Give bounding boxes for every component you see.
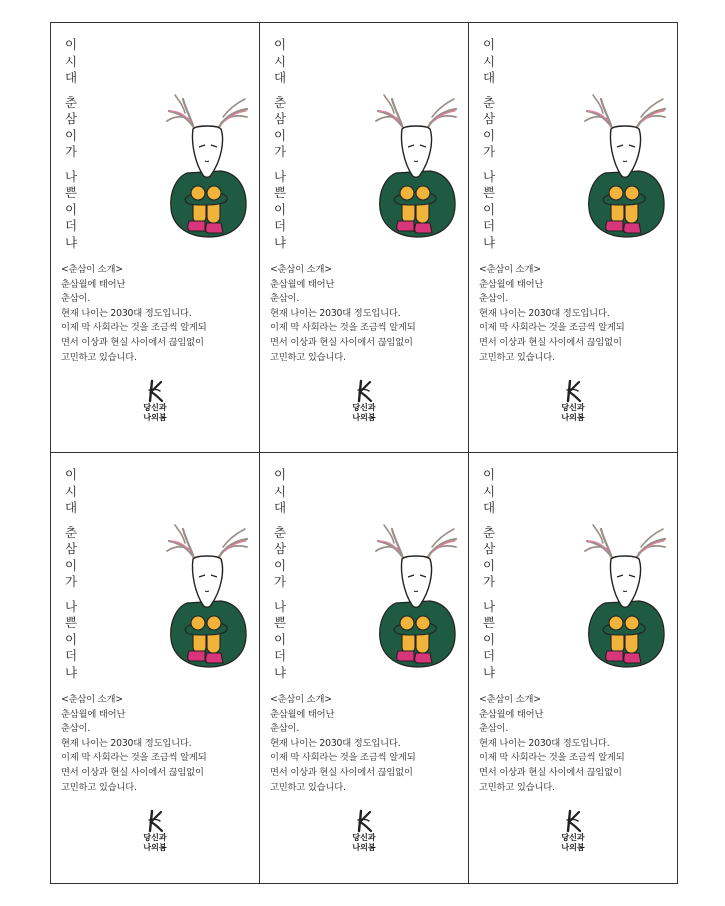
title-char: 춘 [273,94,287,110]
title-char: 춘 [64,524,78,540]
title-char: 나 [273,168,287,184]
title-char: 삼 [273,111,287,126]
character-introduction [479,263,671,365]
title-char: 이 [482,631,496,647]
title-char: 가 [273,144,287,159]
card-sheet [50,22,678,884]
title-char: 춘 [482,94,496,110]
intro-line: 이제 막 사회라는 것을 조금씩 알게되 [61,322,207,334]
logo-text: 당신과 [561,833,585,842]
title-char: 이 [273,127,287,143]
intro-line: 고민하고 있습니다. [479,781,555,793]
k-logo-icon [145,379,165,403]
title-char: 시 [482,53,496,69]
title-char: 이 [482,127,496,143]
title-char: 나 [64,168,78,184]
title-gap [479,517,499,525]
intro-line: 춘삼월에 태어난 [61,708,126,720]
character-introduction [61,693,253,795]
title-gap [270,87,290,95]
logo-text: 나의봄 [143,843,167,852]
postcard-3 [469,23,677,453]
brand-logo [137,379,173,423]
title-char: 쁜 [482,185,496,200]
chunsam-deer-character-icon [577,511,667,676]
logo-text: 당신과 [352,403,376,412]
title-gap [61,161,81,169]
intro-heading: <춘삼이 소개> [270,694,332,705]
intro-line: 현재 나이는 2030대 정도입니다. [61,307,192,319]
intro-line: 이제 막 사회라는 것을 조금씩 알게되 [479,752,625,764]
vertical-title [479,37,499,251]
postcard-6 [469,453,677,883]
vertical-title [270,37,290,251]
intro-line: 고민하고 있습니다. [270,781,346,793]
intro-line: 춘삼이. [270,723,300,735]
intro-line: 춘삼월에 태어난 [61,278,126,290]
title-gap [61,591,81,599]
title-char: 삼 [64,111,78,126]
k-logo-icon [563,379,583,403]
brand-logo [555,379,591,423]
intro-line: 이제 막 사회라는 것을 조금씩 알게되 [479,322,625,334]
brand-logo [555,809,591,853]
title-char: 시 [273,483,287,499]
chunsam-deer-character-icon [159,81,249,246]
intro-line: 이제 막 사회라는 것을 조금씩 알게되 [61,752,207,764]
intro-line: 춘삼이. [270,293,300,305]
intro-line: 고민하고 있습니다. [270,351,346,363]
logo-text: 당신과 [352,833,376,842]
intro-line: 이제 막 사회라는 것을 조금씩 알게되 [270,322,416,334]
title-char: 이 [482,467,496,482]
k-logo-icon [354,809,374,833]
title-char: 가 [482,574,496,589]
logo-text: 당신과 [561,403,585,412]
vertical-title [270,467,290,681]
title-char: 이 [273,631,287,647]
title-char: 이 [273,467,287,482]
intro-line: 춘삼월에 태어난 [479,278,544,290]
brand-logo [137,809,173,853]
intro-line: 춘삼월에 태어난 [270,278,335,290]
title-char: 냐 [273,234,287,250]
intro-line: 춘삼이. [61,293,91,305]
intro-heading: <춘삼이 소개> [270,264,332,275]
chunsam-deer-character-icon [159,511,249,676]
postcard-1 [51,23,260,453]
title-char: 쁜 [273,615,287,630]
title-char: 이 [273,557,287,573]
title-char: 냐 [482,234,496,250]
k-logo-icon [145,809,165,833]
title-char: 쁜 [64,185,78,200]
title-gap [61,517,81,525]
title-char: 이 [482,557,496,573]
title-char: 나 [64,598,78,614]
title-char: 시 [64,53,78,69]
title-gap [479,591,499,599]
brand-logo [346,379,382,423]
vertical-title [61,37,81,251]
character-introduction [479,693,671,795]
title-char: 시 [482,483,496,499]
title-char: 대 [482,500,496,515]
intro-heading: <춘삼이 소개> [61,694,123,705]
title-char: 이 [64,631,78,647]
intro-line: 면서 이상과 현실 사이에서 끊임없이 [270,336,413,348]
title-char: 삼 [482,111,496,126]
title-char: 더 [64,648,78,663]
intro-line: 면서 이상과 현실 사이에서 끊임없이 [270,766,413,778]
intro-line: 현재 나이는 2030대 정도입니다. [61,737,192,749]
chunsam-deer-character-icon [368,81,458,246]
title-char: 나 [482,168,496,184]
title-char: 삼 [273,541,287,556]
title-char: 이 [273,201,287,217]
title-char: 춘 [64,94,78,110]
intro-line: 고민하고 있습니다. [61,351,137,363]
character-introduction [270,693,462,795]
intro-line: 춘삼이. [479,293,509,305]
chunsam-deer-character-icon [368,511,458,676]
intro-line: 면서 이상과 현실 사이에서 끊임없이 [61,336,204,348]
title-char: 대 [482,70,496,85]
title-char: 쁜 [64,615,78,630]
title-char: 나 [273,598,287,614]
intro-line: 현재 나이는 2030대 정도입니다. [270,307,401,319]
intro-line: 면서 이상과 현실 사이에서 끊임없이 [61,766,204,778]
title-char: 이 [273,37,287,52]
title-char: 이 [64,127,78,143]
vertical-title [61,467,81,681]
intro-line: 고민하고 있습니다. [479,351,555,363]
title-char: 이 [482,37,496,52]
title-char: 냐 [64,664,78,680]
character-introduction [61,263,253,365]
title-char: 냐 [64,234,78,250]
intro-line: 면서 이상과 현실 사이에서 끊임없이 [479,336,622,348]
title-char: 가 [64,144,78,159]
intro-heading: <춘삼이 소개> [479,694,541,705]
postcard-4 [51,453,260,883]
title-char: 대 [273,500,287,515]
title-char: 더 [273,648,287,663]
title-gap [270,161,290,169]
title-char: 시 [64,483,78,499]
title-char: 더 [482,648,496,663]
title-gap [479,161,499,169]
title-char: 이 [64,201,78,217]
title-char: 가 [64,574,78,589]
logo-text: 당신과 [143,403,167,412]
logo-text: 나의봄 [352,413,376,422]
postcard-2 [260,23,469,453]
title-char: 냐 [482,664,496,680]
title-char: 대 [64,70,78,85]
intro-line: 춘삼월에 태어난 [270,708,335,720]
title-char: 더 [64,218,78,233]
title-char: 춘 [273,524,287,540]
intro-line: 춘삼월에 태어난 [479,708,544,720]
title-gap [479,87,499,95]
intro-heading: <춘삼이 소개> [479,264,541,275]
logo-text: 나의봄 [561,413,585,422]
intro-line: 현재 나이는 2030대 정도입니다. [270,737,401,749]
postcard-5 [260,453,469,883]
vertical-title [479,467,499,681]
intro-line: 고민하고 있습니다. [61,781,137,793]
title-char: 더 [482,218,496,233]
logo-text: 나의봄 [561,843,585,852]
title-char: 쁜 [482,615,496,630]
chunsam-deer-character-icon [577,81,667,246]
title-char: 춘 [482,524,496,540]
intro-line: 현재 나이는 2030대 정도입니다. [479,307,610,319]
title-char: 이 [64,37,78,52]
intro-line: 춘삼이. [479,723,509,735]
character-introduction [270,263,462,365]
title-char: 대 [273,70,287,85]
k-logo-icon [354,379,374,403]
title-char: 이 [64,557,78,573]
title-char: 삼 [64,541,78,556]
title-gap [270,517,290,525]
intro-line: 현재 나이는 2030대 정도입니다. [479,737,610,749]
title-char: 가 [273,574,287,589]
title-char: 더 [273,218,287,233]
k-logo-icon [563,809,583,833]
intro-line: 이제 막 사회라는 것을 조금씩 알게되 [270,752,416,764]
title-char: 대 [64,500,78,515]
brand-logo [346,809,382,853]
title-char: 냐 [273,664,287,680]
title-char: 쁜 [273,185,287,200]
title-char: 시 [273,53,287,69]
logo-text: 당신과 [143,833,167,842]
logo-text: 나의봄 [143,413,167,422]
title-char: 이 [482,201,496,217]
title-gap [61,87,81,95]
title-char: 나 [482,598,496,614]
title-char: 삼 [482,541,496,556]
logo-text: 나의봄 [352,843,376,852]
intro-line: 면서 이상과 현실 사이에서 끊임없이 [479,766,622,778]
title-gap [270,591,290,599]
intro-heading: <춘삼이 소개> [61,264,123,275]
title-char: 가 [482,144,496,159]
title-char: 이 [64,467,78,482]
intro-line: 춘삼이. [61,723,91,735]
